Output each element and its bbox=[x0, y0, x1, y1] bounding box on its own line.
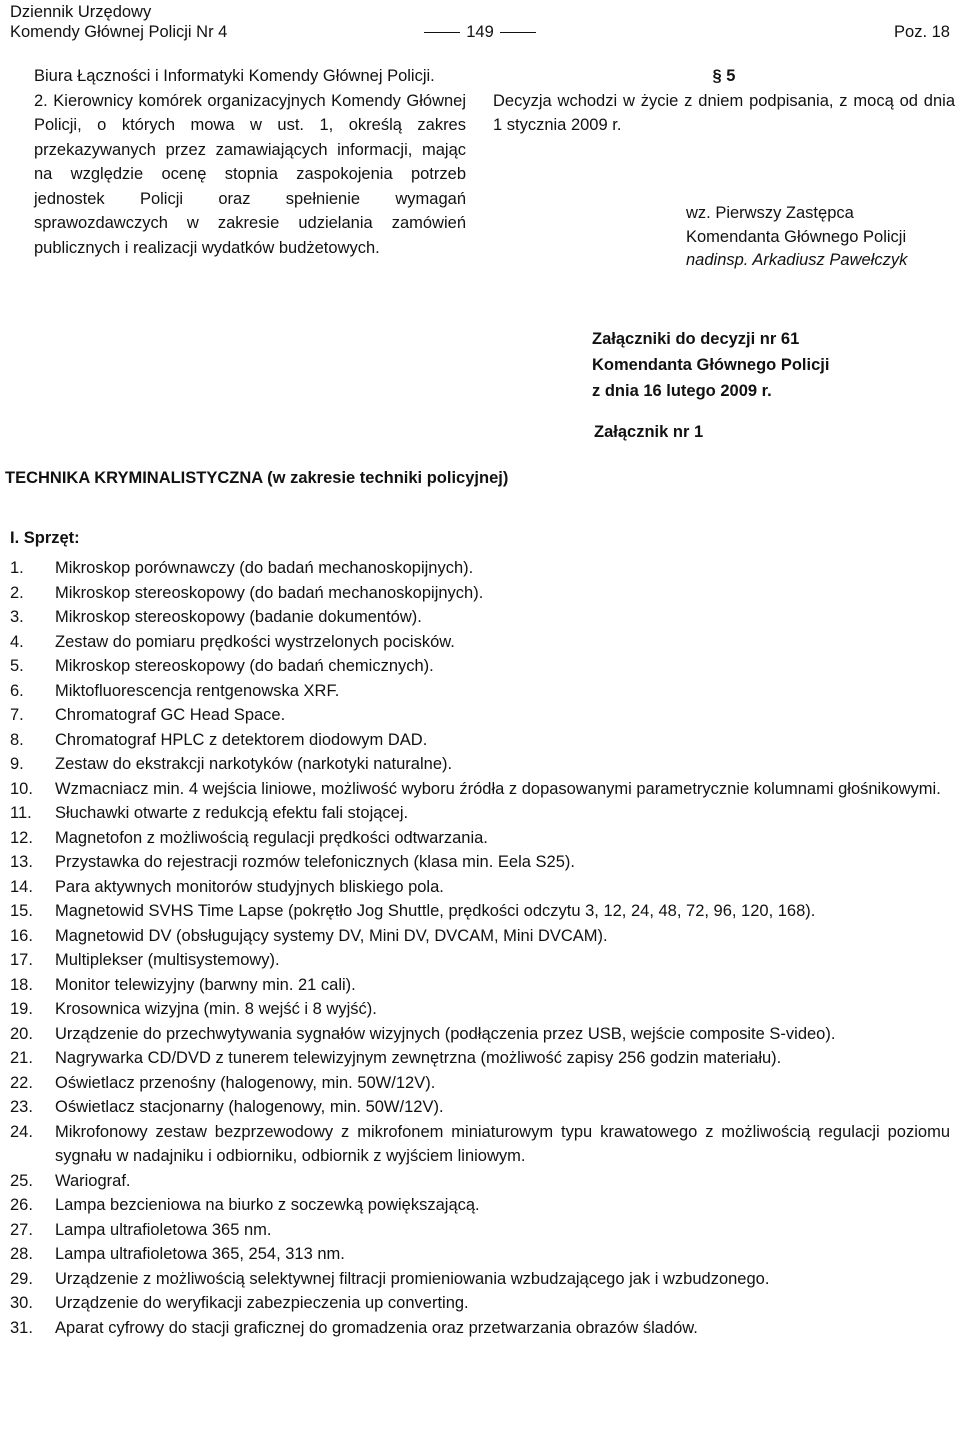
list-item-number: 15. bbox=[10, 902, 33, 920]
page-number-value: 149 bbox=[466, 23, 494, 41]
signature-block bbox=[686, 202, 960, 273]
annex-line-2: Komendanta Głównego Policji bbox=[592, 356, 830, 374]
list-item-text: Nagrywarka CD/DVD z tunerem telewizyjnym zewnętrzna (możliwość zapisy 256 godzin materiału). bbox=[55, 1049, 782, 1067]
list-item bbox=[10, 924, 950, 949]
list-item-text: Mikroskop porównawczy (do badań mechanoskopijnych). bbox=[55, 559, 474, 577]
list-item bbox=[10, 1022, 950, 1047]
list-item bbox=[10, 703, 950, 728]
list-item bbox=[10, 654, 950, 679]
page-number bbox=[0, 20, 960, 45]
list-item-number: 9. bbox=[10, 755, 24, 773]
signature-line-1: wz. Pierwszy Zastępca bbox=[686, 204, 854, 222]
list-item bbox=[10, 1095, 950, 1120]
list-item bbox=[10, 973, 950, 998]
list-item-number: 30. bbox=[10, 1294, 33, 1312]
list-item-number: 13. bbox=[10, 853, 33, 871]
list-item bbox=[10, 581, 950, 606]
list-item-text: Chromatograf GC Head Space. bbox=[55, 706, 286, 724]
list-item-number: 14. bbox=[10, 877, 33, 896]
list-item bbox=[10, 1291, 950, 1316]
list-item bbox=[10, 1193, 950, 1218]
list-item-text: Aparat cyfrowy do stacji graficznej do gromadzenia oraz przetwarzania obrazów śladów. bbox=[55, 1318, 698, 1337]
list-item-text: Chromatograf HPLC z detektorem diodowym DAD. bbox=[55, 730, 428, 749]
list-item bbox=[10, 1218, 950, 1243]
list-item-number: 18. bbox=[10, 975, 33, 994]
left-column bbox=[34, 64, 466, 260]
list-item-number: 5. bbox=[10, 657, 24, 675]
list-item-text: Lampa ultrafioletowa 365 nm. bbox=[55, 1220, 272, 1239]
list-item-text: Mikroskop stereoskopowy (badanie dokumentów). bbox=[55, 608, 422, 626]
position-label: Poz. 18 bbox=[894, 23, 950, 41]
list-item-text: Multiplekser (multisystemowy). bbox=[55, 951, 280, 969]
subsection-title: I. Sprzęt: bbox=[10, 529, 80, 547]
section-title: TECHNIKA KRYMINALISTYCZNA (w zakresie techniki policyjnej) bbox=[5, 469, 509, 487]
signature-line-3: nadinsp. Arkadiusz Pawełczyk bbox=[686, 251, 908, 269]
list-item bbox=[10, 875, 950, 900]
list-item-text: Urządzenie z możliwością selektywnej filtracji promieniowania wzbudzającego jak i wzbudzonego. bbox=[55, 1269, 770, 1288]
issuer-name: Komendy Głównej Policji Nr 4 bbox=[10, 23, 228, 41]
list-item-text: Urządzenie do weryfikacji zabezpieczenia up converting. bbox=[55, 1294, 469, 1312]
list-item bbox=[10, 679, 950, 704]
list-item bbox=[10, 850, 950, 875]
list-item-number: 20. bbox=[10, 1024, 33, 1043]
list-item-text: Wariograf. bbox=[55, 1171, 131, 1190]
list-item-text: Słuchawki otwarte z redukcją efektu fali stojącej. bbox=[55, 804, 409, 822]
list-item-number: 24. bbox=[10, 1122, 33, 1141]
list-item-text: Urządzenie do przechwytywania sygnałów wizyjnych (podłączenia przez USB, wejście composite S-video). bbox=[55, 1024, 836, 1043]
list-item-text: Zestaw do ekstrakcji narkotyków (narkotyki naturalne). bbox=[55, 755, 453, 773]
list-item-text: Miktofluorescencja rentgenowska XRF. bbox=[55, 681, 340, 700]
list-item-number: 4. bbox=[10, 632, 24, 651]
list-item-text: Magnetowid SVHS Time Lapse (pokrętło Jog Shuttle, prędkości odczytu 3, 12, 24, 48, 72, 96, 120, 168). bbox=[55, 902, 816, 920]
list-item bbox=[10, 826, 950, 851]
list-item-text: Magnetowid DV (obsługujący systemy DV, Mini DV, DVCAM, Mini DVCAM). bbox=[55, 926, 608, 945]
list-item-number: 17. bbox=[10, 951, 33, 969]
list-item bbox=[10, 605, 950, 630]
list-item bbox=[10, 630, 950, 655]
list-item-number: 21. bbox=[10, 1049, 33, 1067]
left-paragraph-1: Biura Łączności i Informatyki Komendy Głównej Policji. bbox=[34, 67, 435, 85]
list-item bbox=[10, 752, 950, 777]
list-item-number: 25. bbox=[10, 1171, 33, 1190]
journal-title: Dziennik Urzędowy bbox=[10, 3, 152, 21]
list-item-text: Monitor telewizyjny (barwny min. 21 cali). bbox=[55, 975, 356, 994]
list-item bbox=[10, 1071, 950, 1096]
list-item-text: Magnetofon z możliwością regulacji prędkości odtwarzania. bbox=[55, 828, 488, 847]
list-item-number: 23. bbox=[10, 1098, 33, 1116]
list-item-text: Lampa ultrafioletowa 365, 254, 313 nm. bbox=[55, 1245, 345, 1263]
list-item-number: 31. bbox=[10, 1318, 33, 1337]
list-item-text: Mikroskop stereoskopowy (do badań mechanoskopijnych). bbox=[55, 583, 484, 602]
list-item-text: Para aktywnych monitorów studyjnych bliskiego pola. bbox=[55, 877, 444, 896]
list-item-number: 26. bbox=[10, 1196, 33, 1214]
page-header bbox=[0, 0, 960, 46]
list-item-text: Oświetlacz stacjonarny (halogenowy, min. 50W/12V). bbox=[55, 1098, 444, 1116]
list-item-text: Wzmacniacz min. 4 wejścia liniowe, możliwość wyboru źródła z dopasowanymi parametrycznie kolumnami głośnikowymi. bbox=[55, 779, 941, 798]
right-column bbox=[493, 64, 955, 269]
decision-text: Decyzja wchodzi w życie z dniem podpisania, z mocą od dnia 1 stycznia 2009 r. bbox=[493, 91, 955, 134]
list-item bbox=[10, 1316, 950, 1341]
list-item-text: Krosownica wizyjna (min. 8 wejść i 8 wyjść). bbox=[55, 1000, 377, 1018]
annex-line-3: z dnia 16 lutego 2009 r. bbox=[592, 382, 772, 400]
list-item-number: 2. bbox=[10, 583, 24, 602]
list-item bbox=[10, 1242, 950, 1267]
left-paragraph-2: 2. Kierownicy komórek organizacyjnych Komendy Głównej Policji, o których mowa w ust. 1, określą zakres przekazywanych przez zamawiających informacji, mając na względzie ocenę stopnia zaspokojenia potrzeb jednostek Policji oraz spełnienie wymagań sprawozdawczych w zakresie udzielania zamówień publicznych i realizacji wydatków budżetowych. bbox=[34, 91, 466, 257]
list-item bbox=[10, 556, 950, 581]
annex-number: Załącznik nr 1 bbox=[594, 423, 704, 441]
list-item-number: 12. bbox=[10, 828, 33, 847]
list-item-number: 1. bbox=[10, 559, 24, 577]
list-item bbox=[10, 777, 950, 802]
list-item-number: 28. bbox=[10, 1245, 33, 1263]
list-item-number: 3. bbox=[10, 608, 24, 626]
list-item-text: Zestaw do pomiaru prędkości wystrzelonych pocisków. bbox=[55, 632, 455, 651]
list-item-number: 16. bbox=[10, 926, 33, 945]
list-item-number: 8. bbox=[10, 730, 24, 749]
list-item-number: 29. bbox=[10, 1269, 33, 1288]
list-item bbox=[10, 801, 950, 826]
list-item-number: 6. bbox=[10, 681, 24, 700]
list-item-number: 10. bbox=[10, 779, 33, 798]
list-item-text: Mikrofonowy zestaw bezprzewodowy z mikrofonem miniaturowym typu krawatowego z możliwością regulacji poziomu sygnału w nadajniku i odbiorniku, odbiornik z wyjściem liniowym. bbox=[55, 1122, 950, 1165]
annex-header bbox=[592, 326, 829, 404]
list-item-text: Oświetlacz przenośny (halogenowy, min. 50W/12V). bbox=[55, 1073, 436, 1092]
list-item-text: Przystawka do rejestracji rozmów telefonicznych (klasa min. Eela S25). bbox=[55, 853, 575, 871]
list-item-number: 19. bbox=[10, 1000, 33, 1018]
list-item bbox=[10, 1267, 950, 1292]
list-item-number: 7. bbox=[10, 706, 24, 724]
list-item bbox=[10, 997, 950, 1022]
equipment-list bbox=[10, 556, 950, 1340]
list-item-text: Lampa bezcieniowa na biurko z soczewką powiększającą. bbox=[55, 1196, 480, 1214]
list-item bbox=[10, 899, 950, 924]
list-item-number: 11. bbox=[10, 804, 32, 822]
list-item bbox=[10, 1120, 950, 1169]
list-item-number: 22. bbox=[10, 1073, 33, 1092]
list-item bbox=[10, 1046, 950, 1071]
list-item-text: Mikroskop stereoskopowy (do badań chemicznych). bbox=[55, 657, 434, 675]
signature-line-2: Komendanta Głównego Policji bbox=[686, 227, 907, 246]
section-mark: § 5 bbox=[712, 67, 736, 85]
annex-line-1: Załączniki do decyzji nr 61 bbox=[592, 330, 800, 348]
list-item bbox=[10, 948, 950, 973]
list-item bbox=[10, 1169, 950, 1194]
list-item-number: 27. bbox=[10, 1220, 33, 1239]
list-item bbox=[10, 728, 950, 753]
